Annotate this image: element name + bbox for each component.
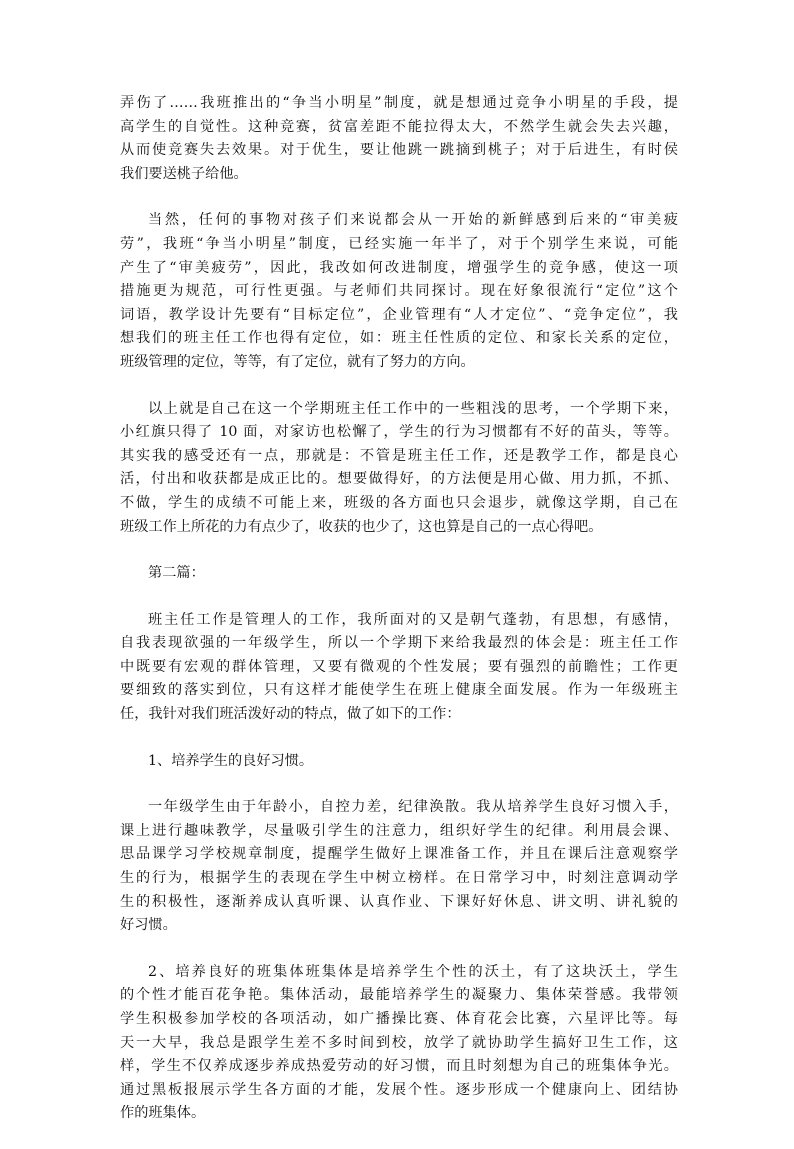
document-page (120, 92, 678, 1149)
paragraph-1 (120, 92, 678, 186)
text-line: 任，我针对我们班活泼好动的特点，做了如下的工作： (120, 706, 461, 723)
text-line: 一年级学生由于年龄小，自控力差，纪律涣散。我从培养学生良好习惯入手， (148, 799, 678, 816)
section-heading-second-article: 第二篇： (148, 565, 205, 582)
text-line: 思品课学习学校规章制度，提醒学生做好上课准备工作，并且在课后注意观察学 (120, 846, 678, 863)
paragraph-2 (120, 209, 678, 374)
paragraph-4 (120, 609, 678, 727)
text-line: 想我们的班主任工作也得有定位，如：班主任性质的定位、和家长关系的定位， (120, 330, 678, 347)
text-line: 小红旗只得了 10 面，对家访也松懈了，学生的行为习惯都有不好的苗头，等等。 (120, 424, 678, 441)
text-line: 课上进行趣味教学，尽量吸引学生的注意力，组织好学生的纪律。利用晨会课、 (120, 822, 678, 839)
text-line: 当然，任何的事物对孩子们来说都会从一开始的新鲜感到后来的“审美疲 (148, 212, 678, 229)
text-line: 通过黑板报展示学生各方面的才能，发展个性。逐步形成一个健康向上、团结协 (120, 1081, 678, 1098)
text-line: 中既要有宏观的群体管理，又要有微观的个性发展；要有强烈的前瞻性；工作更 (120, 658, 678, 675)
text-line: 措施更为规范，可行性更强。与老师们共同探讨。现在好象很流行“定位”这个 (120, 283, 678, 300)
text-line: 从而使竞赛失去效果。对于优生，要让他跳一跳摘到桃子；对于后进生，有时侯 (120, 142, 678, 159)
paragraph-3 (120, 398, 678, 540)
text-line: 词语，教学设计先要有“目标定位”，企业管理有“人才定位”、“竞争定位”，我 (120, 306, 678, 323)
text-line: 活，付出和收获都是成正比的。想要做得好，的方法便是用心做、用力抓，不抓、 (120, 471, 678, 488)
text-line: 作的班集体。 (120, 1105, 206, 1122)
text-line: 样，学生不仅养成逐步养成热爱劳动的好习惯，而且时刻想为自己的班集体争光。 (120, 1058, 678, 1075)
text-line: 其实我的感受还有一点，那就是：不管是班主任工作，还是教学工作，都是良心 (120, 447, 678, 464)
text-line: 生的行为，根据学生的表现在学生中树立榜样。在日常学习中，时刻注意调动学 (120, 870, 678, 887)
text-line: 自我表现欲强的一年级学生，所以一个学期下来给我最烈的体会是：班主任工作 (120, 635, 678, 652)
section-heading-good-habits: 1、培养学生的良好习惯。 (148, 752, 314, 769)
text-line: 以上就是自己在这一个学期班主任工作中的一些粗浅的思考，一个学期下来， (148, 400, 678, 417)
text-line: 劳”，我班“争当小明星”制度，已经实施一年半了，对于个别学生来说，可能 (120, 235, 678, 252)
text-line: 班级管理的定位，等等，有了定位，就有了努力的方向。 (120, 353, 475, 370)
text-line: 我们要送桃子给他。 (120, 165, 248, 182)
text-line: 不做，学生的成绩不可能上来，班级的各方面也只会退步，就像这学期，自己在 (120, 494, 678, 511)
text-line: 班主任工作是管理人的工作，我所面对的又是朝气蓬勃，有思想，有感情， (148, 611, 678, 628)
text-line: 的个性才能百花争艳。集体活动，最能培养学生的凝聚力、集体荣誉感。我带领 (120, 987, 678, 1004)
text-line: 弄伤了……我班推出的“争当小明星”制度，就是想通过竞争小明星的手段，提 (120, 95, 678, 111)
text-line: 2、培养良好的班集体班集体是培养学生个性的沃土，有了这块沃土，学生 (148, 963, 678, 980)
text-line: 班级工作上所花的力有点少了，收获的也少了，这也算是自己的一点心得吧。 (120, 518, 603, 535)
text-line: 生的积极性，逐渐养成认真听课、认真作业、下课好好休息、讲文明、讲礼貌的 (120, 893, 678, 910)
text-line: 天一大早，我总是跟学生差不多时间到校，放学了就协助学生搞好卫生工作，这 (120, 1034, 678, 1051)
text-line: 学生积极参加学校的各项活动，如广播操比赛、体育花会比赛，六星评比等。每 (120, 1011, 678, 1027)
text-line: 好习惯。 (120, 917, 177, 934)
text-line: 产生了“审美疲劳”，因此，我改如何改进制度，增强学生的竞争感，使这一项 (120, 259, 678, 276)
paragraph-5 (120, 796, 678, 938)
text-line: 要细致的落实到位，只有这样才能使学生在班上健康全面发展。作为一年级班主 (120, 682, 678, 699)
paragraph-6 (120, 961, 678, 1126)
text-line: 高学生的自觉性。这种竞赛，贫富差距不能拉得太大，不然学生就会失去兴趣， (120, 118, 678, 135)
